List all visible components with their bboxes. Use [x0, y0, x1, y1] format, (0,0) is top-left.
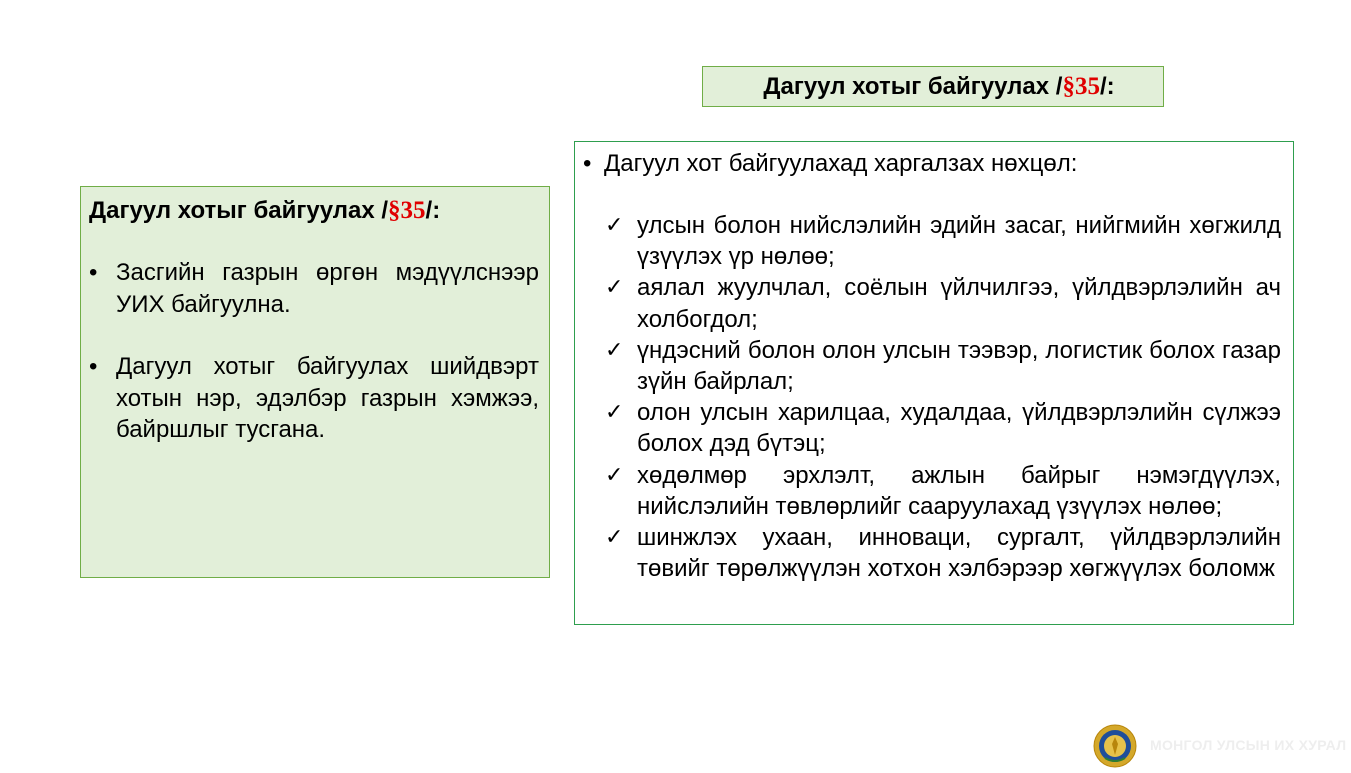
list-item-text: Засгийн газрын өргөн мэдүүлснээр УИХ байгуулна.	[116, 259, 539, 318]
left-summary-box	[80, 186, 550, 578]
checklist-item	[583, 272, 1281, 334]
checklist-item	[583, 522, 1281, 584]
left-box-heading	[89, 195, 539, 227]
checklist-item-text: аялал жуулчлал, соёлын үйлчилгээ, үйлдвэрлэлийн ач холбогдол;	[637, 274, 1281, 333]
left-bullet-list	[89, 257, 539, 446]
checkmark-icon: ✓	[605, 275, 624, 301]
conditions-checklist	[583, 210, 1281, 584]
state-emblem-icon	[1093, 724, 1137, 768]
checklist-item-text: шинжлэх ухаан, инноваци, сургалт, үйлдвэрлэлийн төвийг төрөлжүүлэн хотхон хэлбэрээр хөгжүүлэх боломж	[637, 524, 1281, 583]
list-item	[89, 351, 539, 446]
checklist-item	[583, 460, 1281, 522]
checklist-item	[583, 397, 1281, 459]
checkmark-icon: ✓	[605, 525, 624, 551]
conditions-intro-text: Дагуул хот байгуулахад харгалзах нөхцөл:	[604, 150, 1078, 177]
bullet-icon: •	[89, 353, 98, 380]
checklist-item-text: үндэсний болон олон улсын тээвэр, логистик болох газар зүйн байрлал;	[637, 336, 1281, 396]
footer-watermark: МОНГОЛ УЛСЫН ИХ ХУРАЛ	[1150, 737, 1347, 753]
checklist-item	[583, 335, 1281, 397]
conditions-box	[574, 141, 1294, 625]
list-item	[89, 257, 539, 320]
checkmark-icon: ✓	[605, 462, 624, 488]
checkmark-icon: ✓	[605, 400, 624, 426]
left-heading-section: §35	[388, 197, 426, 224]
slide-title-text: Дагуул хотыг байгуулах /	[763, 72, 1063, 100]
checklist-item-text: хөдөлмөр эрхлэлт, ажлын байрыг нэмэгдүүлэх, нийслэлийн төвлөрлийг сааруулахад үзүүлэх нөлөө;	[637, 461, 1281, 520]
conditions-intro	[583, 148, 1281, 180]
checklist-item	[583, 210, 1281, 272]
list-item-text: Дагуул хотыг байгуулах шийдвэрт хотын нэр, эдэлбэр газрын хэмжээ, байршлыг тусгана.	[116, 353, 539, 443]
left-heading-text: Дагуул хотыг байгуулах /	[89, 197, 389, 224]
bullet-icon: •	[89, 259, 98, 286]
slide-title	[702, 66, 1164, 107]
bullet-icon: •	[583, 150, 592, 177]
checkmark-icon: ✓	[605, 337, 624, 363]
checkmark-icon: ✓	[605, 213, 624, 238]
left-heading-suffix: /:	[425, 197, 441, 224]
checklist-item-text: улсын болон нийслэлийн эдийн засаг, нийгмийн хөгжилд үзүүлэх үр нөлөө;	[637, 212, 1281, 271]
slide-title-section: §35	[1062, 72, 1100, 100]
checklist-item-text: олон улсын харилцаа, худалдаа, үйлдвэрлэлийн сүлжээ болох дэд бүтэц;	[637, 399, 1281, 458]
slide-title-suffix: /:	[1099, 72, 1115, 100]
